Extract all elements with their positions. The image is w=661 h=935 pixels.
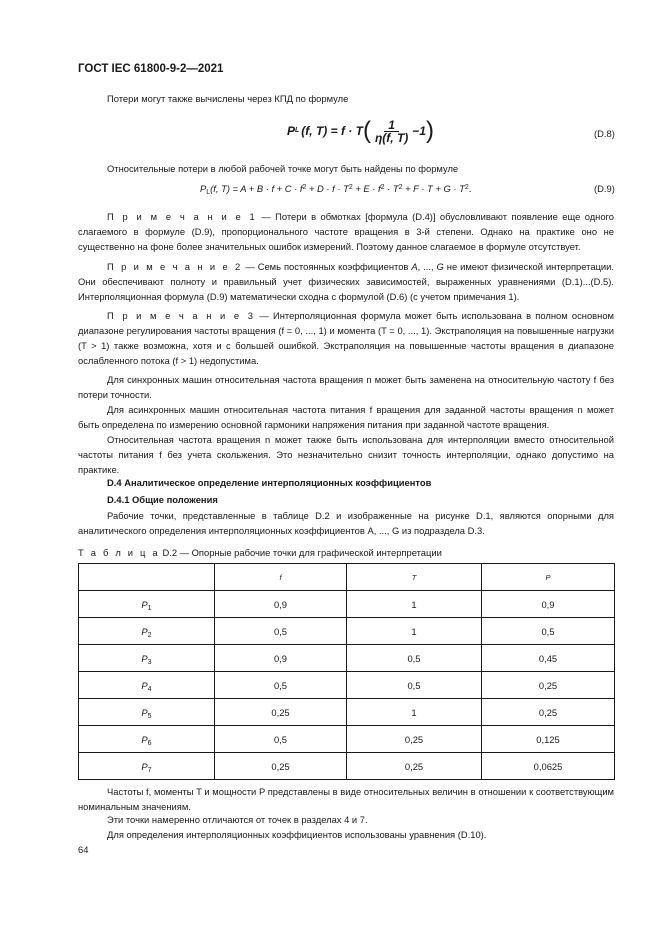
formula-d8-fraction (373, 119, 410, 144)
table-row (79, 753, 615, 780)
cell-p: 0,125 (482, 726, 615, 753)
cell-t: 1 (347, 699, 482, 726)
table-header-cell (347, 564, 482, 591)
row-label-sub: 1 (147, 604, 152, 612)
table-row (79, 699, 615, 726)
note-3-text: — Интерполяционная формула может быть использована в полном основном диапазоне регулирования частоты вращения (f = 0, ..., 1) и момента (T = 0, ..., 1). Экстраполяция на повышенные нагрузки (T > 1) также возможна, хотя и с большей ошибкой. Экстраполяция на повышенные частоты вращения в диапазоне ослабленного потока (f > 1) недопустима. (78, 310, 614, 366)
row-label (79, 753, 215, 780)
formula-d9-end: . (468, 183, 472, 194)
note-2-coef-g: G (436, 261, 444, 272)
formula-d9-args: (f, T) = A + B · f + C · f (210, 183, 303, 194)
note-2-text-a: — Семь постоянных коэффициентов (242, 261, 412, 272)
formula-d9-lhs: P (200, 183, 207, 194)
cell-p: 0,9 (482, 591, 615, 618)
formula-d8-denominator: η(f, T) (374, 130, 409, 145)
table-caption (78, 545, 614, 560)
note-2-label: П р и м е ч а н и е 2 (107, 261, 243, 272)
cell-p: 0,25 (482, 672, 615, 699)
cell-f: 0,9 (215, 645, 347, 672)
cell-t: 0,5 (347, 645, 482, 672)
row-label-p: P (141, 652, 148, 664)
note-2-text-c: не имеют физической интерпретации. Они обеспечивают полноту и правильный учет физических зависимостей, выраженных уравнениями (D.1)...(D.5). Интерполяционная формула (D.9) математически сходна с формулой (D.6) (с учетом примечания 1). (78, 261, 615, 302)
table-header-cell (215, 564, 347, 591)
table-header-row (79, 564, 615, 591)
table-row (79, 591, 615, 618)
row-label (79, 699, 215, 726)
formula-d9-term4: + F · T + G · T (402, 183, 465, 194)
heading-d41: D.4.1 Общие положения (107, 494, 218, 505)
row-label (79, 672, 215, 699)
row-label-p: P (141, 598, 148, 610)
note-1 (78, 209, 614, 254)
paragraph-difference: Эти точки намеренно отличаются от точек в разделах 4 и 7. (107, 814, 368, 825)
row-label-sub: 7 (147, 766, 152, 774)
row-label-sub: 6 (147, 739, 152, 747)
note-2-text-b: , ..., (417, 261, 437, 272)
row-label (79, 591, 215, 618)
table-row (79, 672, 615, 699)
table-caption-text: D.2 — Опорные рабочие точки для графической интерпретации (159, 547, 442, 558)
cell-p: 0,0625 (482, 753, 615, 780)
formula-d9-sup1: 2 (302, 184, 307, 191)
note-3 (78, 308, 614, 368)
paragraph-efficiency: Потери могут также вычислены через КПД по формуле (107, 93, 349, 104)
cell-f: 0,5 (215, 726, 347, 753)
formula-d8: P L (f, T) = f · T ( $\frac{1}{\eta(f, T)}$ −1 ) (287, 117, 434, 145)
formula-d9-sup4: 2 (398, 184, 403, 191)
formula-d9-term2: + E · f (352, 183, 381, 194)
row-label-sub: 3 (147, 658, 152, 666)
formula-d9-lhs-sub: L (206, 189, 211, 196)
cell-t: 0,25 (347, 726, 482, 753)
row-label-sub: 4 (147, 685, 152, 693)
page-number: 64 (78, 844, 89, 855)
cell-t: 1 (347, 618, 482, 645)
cell-p: 0,5 (482, 618, 615, 645)
row-label (79, 618, 215, 645)
formula-d9-sup2: 2 (348, 184, 353, 191)
formula-d9-sup3: 2 (380, 184, 385, 191)
note-2-coef-a: A (411, 261, 418, 272)
row-label-p: P (141, 760, 148, 772)
row-label-p: P (141, 706, 148, 718)
row-label-p: P (141, 625, 148, 637)
row-label (79, 726, 215, 753)
header-f: f (279, 572, 282, 582)
heading-d4: D.4 Аналитическое определение интерполяционных коэффициентов (107, 477, 432, 488)
table-header-cell (482, 564, 615, 591)
row-label-p: P (141, 679, 148, 691)
note-1-label: П р и м е ч а н и е 1 (107, 211, 257, 222)
formula-d9-term1: + D · f · T (306, 183, 349, 194)
cell-f: 0,5 (215, 618, 347, 645)
formula-d9-number: (D.9) (594, 183, 615, 194)
cell-p: 0,45 (482, 645, 615, 672)
cell-t: 0,25 (347, 753, 482, 780)
paragraph-equations: Для определения интерполяционных коэффициентов использованы уравнения (D.10). (107, 829, 487, 840)
cell-f: 0,5 (215, 672, 347, 699)
row-label (79, 645, 215, 672)
paragraph-operating-points: Рабочие точки, представленные в таблице D.2 и изображенные на рисунке D.1, являются опорными для аналитического определения интерполяционных коэффициентов A, ..., G из подраздела D.3. (78, 510, 614, 536)
table-row (79, 645, 615, 672)
header-t: T (411, 572, 417, 582)
paragraph-relative-frequency: Относительная частота вращения n может также быть использована для интерполяции вместо относительной частоты питания f без учета скольжения. Это незначительно снизит точность интерполяции, однако допустимо на практике. (78, 434, 614, 475)
table-header-cell (79, 564, 215, 591)
formula-d8-tail: −1 (412, 123, 426, 138)
formula-d8-args: (f, T) = f · T (301, 123, 363, 138)
table-row (79, 726, 615, 753)
cell-p: 0,25 (482, 699, 615, 726)
paragraph-units: Частоты f, моменты T и мощности P представлены в виде относительных величин в отношении к соответствующим номинальным значениям. (78, 786, 614, 812)
cell-f: 0,9 (215, 591, 347, 618)
formula-d8-paren-close: ) (425, 117, 434, 144)
formula-d9-sup5: 2 (464, 184, 469, 191)
formula-d8-paren-open: ( (362, 117, 371, 144)
formula-d8-number: (D.8) (594, 128, 615, 139)
note-3-label: П р и м е ч а н и е 3 (107, 310, 256, 321)
row-label-p: P (141, 733, 148, 745)
formula-d8-lhs: P (287, 123, 296, 138)
reference-points-table (78, 563, 615, 780)
cell-f: 0,25 (215, 753, 347, 780)
note-1-text: — Потери в обмотках [формула (D.4)] обусловливают появление еще одного слагаемого в формуле (D.9), пропорционального частоте вращения в 3-й степени. Однако на практике оно не существенно на фоне более значительных ошибок измерений. Поэтому данное слагаемое в формуле отсутствует. (78, 211, 614, 252)
header-p: P (545, 572, 551, 582)
formula-d9-term3: · T (384, 183, 399, 194)
cell-t: 0,5 (347, 672, 482, 699)
table-row (79, 618, 615, 645)
cell-f: 0,25 (215, 699, 347, 726)
formula-d8-numerator: 1 (384, 119, 399, 132)
paragraph-asynchronous: Для асинхронных машин относительная частота питания f вращения для заданной частоты вращения n может быть определена по измерению основной гармоники напряжения питания при заданной частоте вращения. (78, 404, 614, 430)
cell-t: 1 (347, 591, 482, 618)
table-caption-label: Т а б л и ц а (78, 547, 160, 558)
note-2 (78, 259, 614, 304)
formula-d9 (200, 181, 471, 196)
document-header: ГОСТ IEC 61800-9-2—2021 (78, 63, 224, 75)
paragraph-synchronous: Для синхронных машин относительная частота вращения n может быть заменена на относительную частоту f без потери точности. (78, 374, 614, 400)
paragraph-relative-losses: Относительные потери в любой рабочей точке могут быть найдены по формуле (107, 163, 459, 174)
row-label-sub: 5 (147, 712, 152, 720)
row-label-sub: 2 (147, 631, 152, 639)
